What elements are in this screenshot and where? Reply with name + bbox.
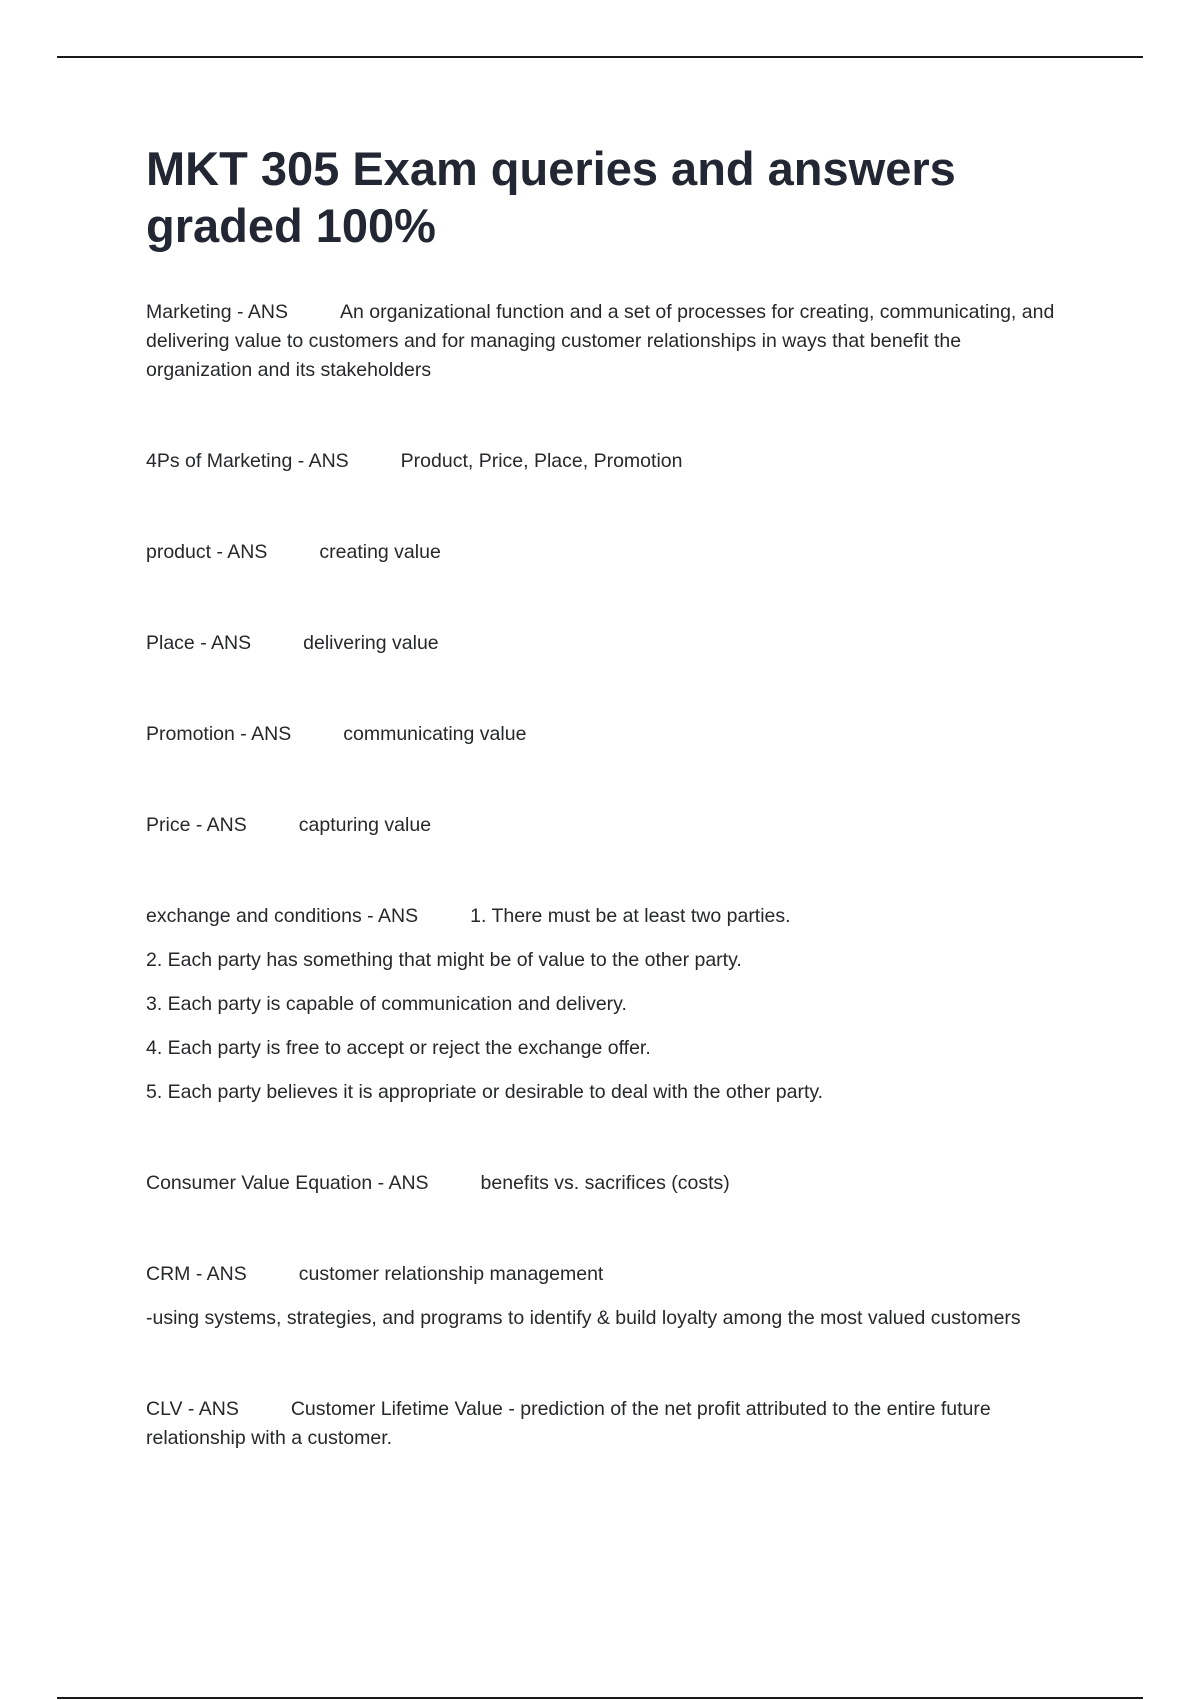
entry-term: CLV - ANS xyxy=(146,1398,239,1420)
entry-term: Marketing - ANS xyxy=(146,301,288,323)
qa-entry-price xyxy=(146,811,1066,840)
document-body xyxy=(146,140,1066,1453)
entry-answer: 1. There must be at least two parties. xyxy=(470,905,791,927)
qa-list xyxy=(146,298,1066,1453)
qa-entry-marketing xyxy=(146,298,1066,385)
entry-term: Consumer Value Equation - ANS xyxy=(146,1172,429,1194)
qa-entry-crm xyxy=(146,1260,1066,1333)
entry-extra-line: 5. Each party believes it is appropriate or desirable to deal with the other party. xyxy=(146,1081,824,1103)
entry-answer: customer relationship management xyxy=(298,1263,604,1285)
entry-term: Promotion - ANS xyxy=(146,723,292,745)
entry-extra-line: 3. Each party is capable of communication and delivery. xyxy=(146,993,627,1015)
entry-extra-line: -using systems, strategies, and programs to identify & build loyalty among the most valued customers xyxy=(146,1307,1021,1329)
entry-term: Place - ANS xyxy=(146,632,252,654)
qa-entry-4ps xyxy=(146,447,1066,476)
title-line-1: MKT 305 Exam queries and answers xyxy=(146,142,956,195)
qa-entry-place xyxy=(146,629,1066,658)
entry-term: CRM - ANS xyxy=(146,1263,247,1285)
entry-answer: capturing value xyxy=(298,814,432,836)
entry-answer: delivering value xyxy=(303,632,439,654)
entry-answer: An organizational function and a set of processes for creating, communicating, and delivering value to customers and for managing customer relationships in ways that benefit the organization and its stakeholders xyxy=(146,301,1055,381)
entry-term: 4Ps of Marketing - ANS xyxy=(146,450,349,472)
entry-extra xyxy=(146,946,1066,1107)
entry-answer: creating value xyxy=(319,541,441,563)
entry-extra-line: 4. Each party is free to accept or reject the exchange offer. xyxy=(146,1037,651,1059)
entry-term: Price - ANS xyxy=(146,814,247,836)
bottom-divider xyxy=(57,1697,1143,1699)
entry-extra-line: 2. Each party has something that might be of value to the other party. xyxy=(146,949,742,971)
document-title xyxy=(146,140,1066,254)
entry-answer: Product, Price, Place, Promotion xyxy=(400,450,683,472)
qa-entry-product xyxy=(146,538,1066,567)
entry-extra xyxy=(146,1304,1066,1333)
title-line-2: graded 100% xyxy=(146,199,436,252)
qa-entry-consumer-value xyxy=(146,1169,1066,1198)
entry-answer: Customer Lifetime Value - prediction of the net profit attributed to the entire future relationship with a customer. xyxy=(146,1398,991,1449)
top-divider xyxy=(57,56,1143,58)
qa-entry-exchange xyxy=(146,902,1066,1107)
qa-entry-clv xyxy=(146,1395,1066,1453)
entry-answer: benefits vs. sacrifices (costs) xyxy=(480,1172,730,1194)
qa-entry-promotion xyxy=(146,720,1066,749)
entry-term: product - ANS xyxy=(146,541,268,563)
entry-answer: communicating value xyxy=(343,723,527,745)
entry-term: exchange and conditions - ANS xyxy=(146,905,419,927)
